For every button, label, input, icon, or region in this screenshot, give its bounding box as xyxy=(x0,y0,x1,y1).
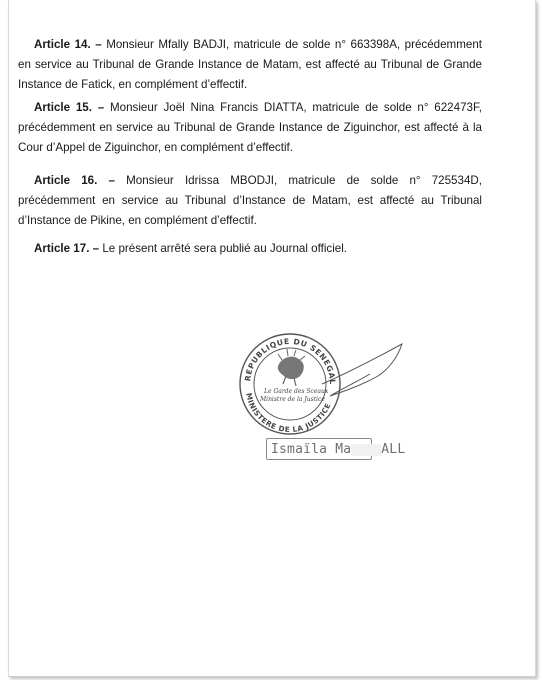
article-15 xyxy=(18,98,482,158)
article-16-label: Article 16. – xyxy=(34,174,115,187)
article-16 xyxy=(18,171,482,231)
seal-bottom-text: MINISTERE DE LA JUSTICE xyxy=(244,392,333,435)
signatory-name-right: ALL xyxy=(381,442,406,457)
faded-ink-patch xyxy=(351,444,381,456)
article-17-label: Article 17. – xyxy=(34,242,100,255)
seal-inner-line-2: Ministre de la Justice xyxy=(260,396,325,403)
article-14-label: Article 14. – xyxy=(34,38,102,51)
seal-outer-ring xyxy=(240,334,340,434)
signatory-name-stamp xyxy=(266,438,406,460)
seal-top-text: REPUBLIQUE DU SENEGAL xyxy=(243,336,338,385)
article-15-text: Monsieur Joël Nina Francis DIATTA, matricule de solde n° 622473F, précédemment en service au Tribunal de Grande Instance de Ziguinchor, est affecté à la Cour d’Appel de Ziguinchor, en complément d’effectif. xyxy=(18,101,482,154)
article-17 xyxy=(18,239,482,259)
article-17-text: Le présent arrêté sera publié au Journal officiel. xyxy=(102,242,348,255)
seal-inner-line-1: Le Garde des Sceaux xyxy=(264,388,329,395)
article-15-label: Article 15. – xyxy=(34,101,105,114)
lion-emblem-icon xyxy=(278,349,305,386)
signatory-name-left: Ismaïla Ma xyxy=(271,442,352,457)
article-14-text: Monsieur Mfally BADJI, matricule de solde n° 663398A, précédemment en service au Tribunal de Grande Instance de Matam, est affecté au Tribunal de Grande Instance de Fatick, en complément d’effectif. xyxy=(18,38,482,91)
article-16-text: Monsieur Idrissa MBODJI, matricule de solde n° 725534D, précédemment en service au Tribunal d’Instance de Matam, est affecté au Tribunal d’Instance de Pikine, en complément d’effectif. xyxy=(18,174,482,227)
article-14 xyxy=(18,35,482,95)
